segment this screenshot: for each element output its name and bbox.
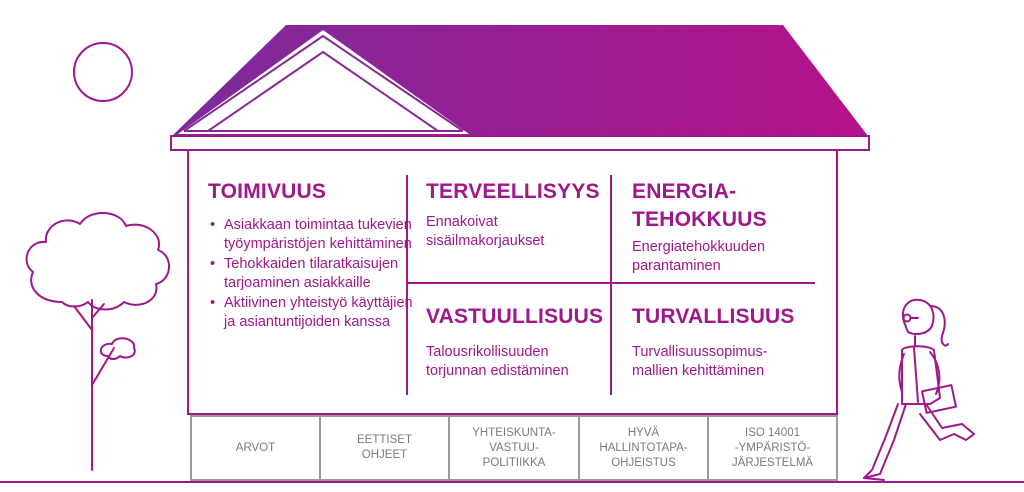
terveellisyys-text: Ennakoivat sisäilmakorjaukset — [426, 214, 545, 249]
energiatehokkuus-heading-line1: ENERGIA- — [632, 180, 737, 203]
foundation-yhteiskuntavastuupolitiikka: YHTEISKUNTA- VASTUU- POLITIIKKA — [472, 426, 556, 469]
walking-person-icon — [864, 300, 974, 480]
terveellisyys-heading: TERVEELLISYYS — [426, 180, 600, 203]
list-item: • Aktiivinen yhteistyö käyttäjien ja asiantuntijoiden kanssa — [224, 294, 420, 332]
vastuullisuus-heading: VASTUULLISUUS — [426, 305, 604, 328]
sun-icon — [74, 43, 132, 101]
turvallisuus-heading: TURVALLISUUS — [632, 305, 795, 328]
toimivuus-heading: TOIMIVUUS — [208, 180, 327, 203]
vastuullisuus-text: Talousrikollisuuden torjunnan edistäminen — [426, 344, 569, 379]
foundation-eettiset-ohjeet: EETTISET OHJEET — [357, 434, 412, 461]
energiatehokkuus-text: Energiatehokkuuden parantaminen — [632, 239, 766, 274]
list-item: • Asiakkaan toimintaa tukevien työympäristöjen kehittäminen — [224, 216, 420, 254]
foundation-arvot: ARVOT — [235, 441, 276, 454]
energiatehokkuus-heading-line2: TEHOKKUUS — [632, 208, 767, 231]
toimivuus-list — [208, 216, 420, 333]
turvallisuus-text: Turvallisuussopimus-mallien kehittäminen — [632, 344, 768, 379]
foundation-iso-14001: ISO 14001 -YMPÄRISTÖ- JÄRJESTELMÄ — [731, 426, 814, 469]
tree-icon — [27, 213, 169, 470]
foundation-hyva-hallintotapa: HYVÄ HALLINTOTAPA- OHJEISTUS — [599, 426, 688, 469]
list-item: • Tehokkaiden tilaratkaisujen tarjoaminen asiakkaille — [224, 255, 420, 293]
